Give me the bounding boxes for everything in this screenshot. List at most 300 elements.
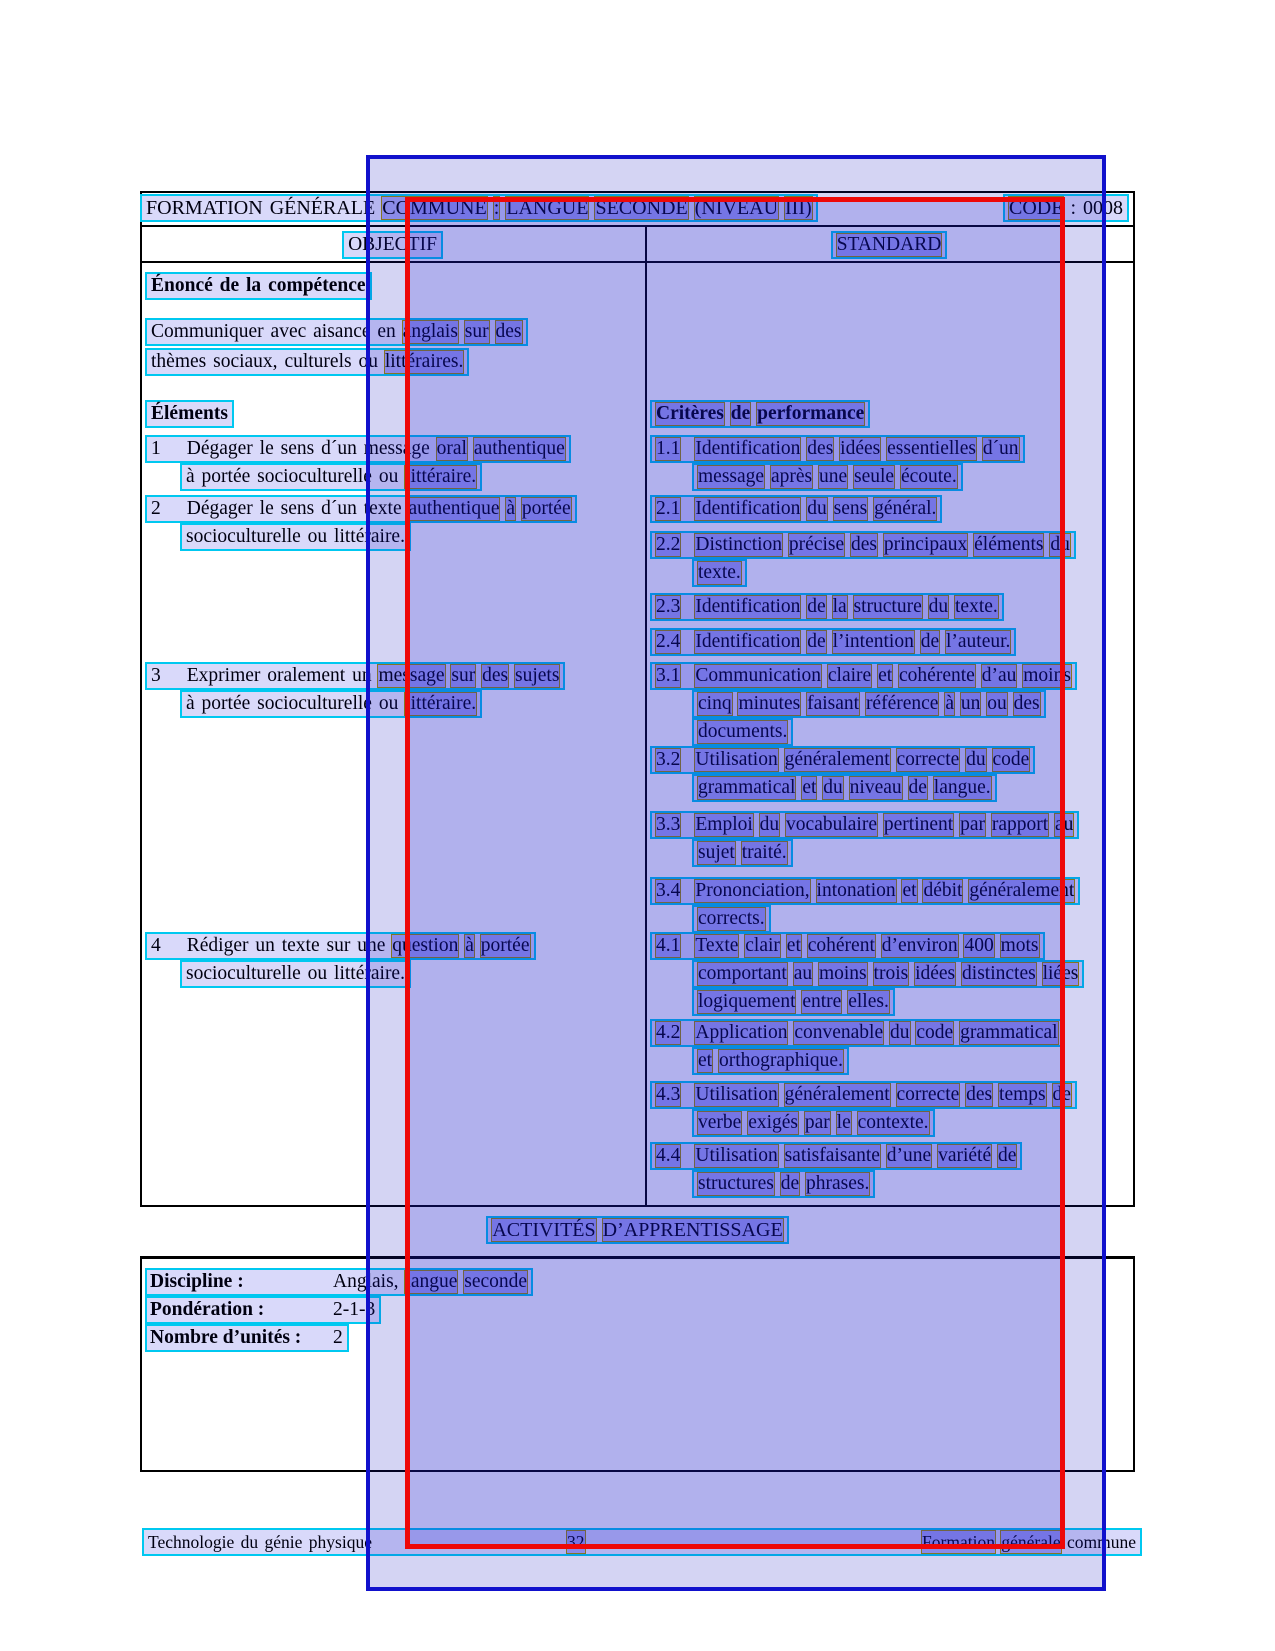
item-number — [655, 813, 681, 837]
word-highlight: contexte. — [857, 1112, 929, 1133]
word-highlight: rapport — [991, 814, 1049, 835]
word-highlight: du — [807, 498, 827, 519]
word-highlight: des — [966, 1084, 993, 1105]
word-highlight: Application — [695, 1022, 788, 1043]
word-highlight: pertinent — [883, 814, 954, 835]
word-highlight: sujets — [515, 665, 560, 686]
item-number — [655, 934, 681, 958]
word-highlight: claire — [827, 665, 872, 686]
standard-item — [650, 811, 1079, 867]
word-highlight: ou — [307, 526, 328, 547]
text-line — [692, 839, 793, 867]
item-number — [655, 533, 681, 557]
word-highlight: sur — [451, 665, 476, 686]
word-highlight: FORMATION — [146, 197, 263, 219]
word-highlight: par — [960, 814, 985, 835]
text-line — [692, 774, 997, 802]
word-highlight: socioculturelle — [257, 466, 372, 487]
page-title — [140, 194, 818, 222]
word-highlight: langue — [405, 1271, 458, 1292]
text-line — [180, 463, 482, 491]
word-highlight: 3.1 — [656, 665, 681, 686]
word-highlight: à — [186, 466, 195, 487]
standard-item — [650, 593, 1004, 621]
word-highlight: moins — [818, 963, 867, 984]
text-line — [694, 814, 1074, 835]
field-label: Pondération : — [150, 1299, 265, 1320]
table-left-border — [140, 191, 142, 1207]
word-highlight: et — [786, 935, 801, 956]
header-row-divider — [140, 225, 1135, 227]
word-highlight: grammatical — [960, 1022, 1058, 1043]
word-highlight: idées — [840, 438, 881, 459]
standard-item — [650, 628, 1016, 656]
word-highlight: portée — [201, 693, 251, 714]
word-highlight: de — [1052, 1084, 1071, 1105]
text-line — [694, 1145, 1017, 1166]
word-highlight: intonation — [816, 880, 896, 901]
word-highlight: STANDARD — [836, 234, 942, 255]
word-highlight: de — [908, 777, 927, 798]
word-highlight: : — [1070, 197, 1076, 219]
word-highlight: de — [807, 596, 826, 617]
word-highlight: génie — [264, 1532, 303, 1552]
text-line — [694, 596, 998, 617]
word-highlight: essentielles — [887, 438, 976, 459]
word-highlight: 2.1 — [656, 498, 681, 519]
enonce-body — [145, 318, 528, 378]
item-number — [655, 595, 681, 619]
objectif-item — [145, 932, 536, 988]
standard-item — [650, 1081, 1077, 1137]
word-highlight: principaux — [883, 534, 968, 555]
word-highlight: 4.4 — [656, 1145, 681, 1166]
item-number — [655, 1021, 681, 1045]
standard-item — [650, 1142, 1022, 1198]
word-highlight: performance — [757, 403, 865, 424]
item-number — [655, 748, 681, 772]
word-highlight: vocabulaire — [786, 814, 877, 835]
word-highlight: sur — [464, 321, 489, 342]
page-number — [566, 1530, 586, 1554]
word-highlight: corrects. — [698, 908, 765, 929]
word-highlight: un — [255, 935, 275, 956]
item-number — [655, 1144, 681, 1168]
word-highlight: Utilisation — [695, 1145, 778, 1166]
word-highlight: une — [818, 466, 848, 487]
word-highlight: de — [219, 275, 240, 296]
text-line — [694, 498, 937, 519]
word-highlight: documents. — [698, 721, 788, 742]
word-highlight: 4 — [151, 935, 161, 956]
elements-title-text — [145, 400, 234, 428]
word-highlight: compétence — [268, 275, 366, 296]
word-highlight: en — [377, 321, 396, 342]
word-highlight: cohérent — [807, 935, 875, 956]
word-highlight: Identification — [695, 596, 801, 617]
item-number — [150, 437, 162, 461]
text-line — [180, 960, 411, 988]
word-highlight: d’environ — [881, 935, 958, 956]
word-highlight: thèmes — [151, 351, 207, 372]
text-line — [694, 438, 1019, 459]
word-highlight: seconde — [464, 1271, 528, 1292]
word-highlight: Utilisation — [695, 749, 778, 770]
criteres-title — [650, 400, 870, 428]
word-highlight: physique — [308, 1532, 372, 1552]
word-highlight: message — [698, 466, 765, 487]
word-highlight: ou — [307, 963, 328, 984]
word-highlight: sujet — [698, 842, 735, 863]
word-highlight: Communication — [695, 665, 822, 686]
item-number — [655, 437, 681, 461]
text-line — [692, 559, 747, 587]
word-highlight: référence — [865, 693, 939, 714]
word-highlight: ou — [378, 466, 399, 487]
word-highlight: correcte — [896, 1084, 960, 1105]
word-highlight: cinq — [698, 693, 732, 714]
word-highlight: question — [392, 935, 459, 956]
field-label: Nombre d’unités : — [150, 1327, 302, 1348]
text-line — [180, 690, 482, 718]
word-highlight: du — [1050, 534, 1070, 555]
word-highlight: généralement — [784, 1084, 890, 1105]
column-header-standard-cell — [645, 231, 1133, 259]
word-highlight: liées — [1042, 963, 1079, 984]
word-highlight: Anglais, — [333, 1271, 399, 1292]
criteres-title-text — [650, 400, 870, 428]
footer-left-text — [147, 1530, 373, 1554]
standard-item — [650, 1019, 1064, 1075]
text-line — [692, 988, 895, 1016]
elements-title — [145, 400, 234, 428]
text-line — [694, 1022, 1058, 1043]
text-line — [692, 1047, 849, 1075]
word-highlight: portée — [480, 935, 530, 956]
word-highlight: de — [730, 403, 751, 424]
text-line — [694, 880, 1075, 901]
word-highlight: anglais — [402, 321, 458, 342]
word-highlight: sens — [833, 498, 868, 519]
word-highlight: avec — [270, 321, 307, 342]
word-highlight: Identification — [695, 438, 801, 459]
word-highlight: grammatical — [698, 777, 796, 798]
standard-item — [650, 932, 1084, 1016]
text-line — [694, 631, 1011, 652]
word-highlight: d´un — [982, 438, 1019, 459]
word-highlight: message — [378, 665, 445, 686]
word-highlight: COMMUNE — [382, 197, 487, 219]
word-highlight: code — [992, 749, 1030, 770]
word-highlight: et — [878, 665, 893, 686]
word-highlight: trois — [873, 963, 909, 984]
word-highlight: de — [920, 631, 940, 652]
word-highlight: à — [945, 693, 954, 714]
word-highlight: 3 — [151, 665, 161, 686]
activities-box-left-border — [140, 1256, 142, 1472]
table-column-divider — [645, 225, 647, 1207]
word-highlight: idées — [915, 963, 956, 984]
text-line — [186, 438, 566, 459]
field-row — [145, 1296, 533, 1324]
item-number — [150, 664, 162, 688]
word-highlight: du — [928, 596, 949, 617]
word-highlight: III) — [785, 197, 812, 219]
word-highlight: du — [240, 1532, 259, 1552]
word-highlight: un — [960, 693, 981, 714]
word-highlight: d’au — [981, 665, 1017, 686]
word-highlight: Distinction — [695, 534, 783, 555]
word-highlight: texte — [363, 498, 402, 519]
word-highlight: mots — [1000, 935, 1039, 956]
word-highlight: 3.3 — [656, 814, 681, 835]
text-line — [694, 1084, 1072, 1105]
word-highlight: le — [259, 498, 274, 519]
word-highlight: distinctes — [962, 963, 1036, 984]
word-highlight: 2.4 — [656, 631, 681, 652]
word-highlight: d´un — [321, 438, 357, 459]
word-highlight: 4.2 — [656, 1022, 681, 1043]
word-highlight: portée — [521, 498, 571, 519]
word-highlight: le — [259, 438, 274, 459]
word-highlight: des — [851, 534, 878, 555]
word-highlight: au — [793, 963, 813, 984]
field-row — [145, 1324, 533, 1352]
activities-box-top-border — [140, 1256, 1135, 1259]
word-highlight: Prononciation, — [695, 880, 810, 901]
text-line — [694, 534, 1070, 555]
word-highlight: débit — [923, 880, 963, 901]
item-number — [150, 497, 162, 521]
word-highlight: précise — [788, 534, 845, 555]
word-highlight: message — [363, 438, 430, 459]
word-highlight: des — [482, 665, 509, 686]
activities-fields — [145, 1268, 533, 1352]
word-highlight: Critères — [656, 403, 724, 424]
word-highlight: de — [780, 1173, 800, 1194]
word-highlight: GÉNÉRALE — [269, 197, 376, 219]
word-highlight: généralement — [969, 880, 1075, 901]
word-highlight: sens — [280, 438, 315, 459]
objectif-item — [145, 662, 565, 718]
word-highlight: Identification — [695, 631, 801, 652]
word-highlight: CODE — [1008, 197, 1064, 219]
item-number — [655, 879, 681, 903]
objectif-item — [145, 495, 577, 551]
text-line — [186, 665, 561, 686]
word-highlight: texte. — [955, 596, 998, 617]
word-highlight: du — [759, 814, 780, 835]
item-number — [655, 497, 681, 521]
word-highlight: 4.1 — [656, 935, 681, 956]
objectif-item — [145, 435, 571, 491]
word-highlight: socioculturelle — [186, 526, 301, 547]
footer-right-text — [921, 1530, 1137, 1554]
word-highlight: 2.2 — [656, 534, 681, 555]
word-highlight: 4.3 — [656, 1084, 681, 1105]
field-row — [145, 1268, 533, 1296]
activities-title-band — [140, 1216, 1135, 1244]
column-header-standard — [831, 231, 948, 259]
word-highlight: le — [836, 1112, 851, 1133]
word-highlight: à — [465, 935, 474, 956]
word-highlight: Identification — [695, 498, 801, 519]
text-line — [180, 523, 411, 551]
word-highlight: aisance — [313, 321, 371, 342]
page-footer — [142, 1528, 1136, 1556]
word-highlight: 32 — [567, 1532, 585, 1552]
word-highlight: OBJECTIF — [348, 234, 437, 255]
word-highlight: oral — [436, 438, 467, 459]
word-highlight: après — [770, 466, 813, 487]
word-highlight: authentique — [408, 498, 500, 519]
code-badge — [1003, 194, 1129, 222]
word-highlight: littéraire. — [405, 693, 477, 714]
word-highlight: Dégager — [186, 498, 253, 519]
word-highlight: logiquement — [698, 991, 796, 1012]
word-highlight: et — [698, 1050, 713, 1071]
text-line — [694, 935, 1039, 956]
word-highlight: Communiquer — [151, 321, 264, 342]
word-highlight: du — [823, 777, 843, 798]
item-number — [655, 1083, 681, 1107]
word-highlight: à — [506, 498, 515, 519]
column-header-objectif-cell — [140, 231, 645, 259]
word-highlight: la — [246, 275, 262, 296]
word-highlight: D’APPRENTISSAGE — [602, 1219, 783, 1241]
word-highlight: 2.3 — [656, 596, 681, 617]
word-highlight: culturels — [284, 351, 352, 372]
text-line — [694, 749, 1030, 770]
word-highlight: orthographique. — [718, 1050, 843, 1071]
item-number — [655, 664, 681, 688]
word-highlight: cohérente — [899, 665, 975, 686]
word-highlight: de — [997, 1145, 1017, 1166]
text-line — [186, 935, 531, 956]
word-highlight: et — [802, 777, 817, 798]
word-highlight: seule — [854, 466, 895, 487]
word-highlight: phrases. — [805, 1173, 870, 1194]
word-highlight: littéraire. — [334, 963, 405, 984]
word-highlight: d’une — [886, 1145, 932, 1166]
word-highlight: socioculturelle — [257, 693, 372, 714]
word-highlight: 3.2 — [656, 749, 681, 770]
word-highlight: clair — [745, 935, 780, 956]
word-highlight: ou — [987, 693, 1007, 714]
word-highlight: 2 — [333, 1327, 343, 1348]
word-highlight: littéraire. — [334, 526, 405, 547]
word-highlight: portée — [201, 466, 251, 487]
word-highlight: du — [966, 749, 986, 770]
word-highlight: sur — [326, 935, 351, 956]
word-highlight: (NIVEAU — [694, 197, 779, 219]
text-line — [145, 348, 469, 376]
word-highlight: Texte — [695, 935, 739, 956]
standard-item — [650, 877, 1080, 933]
word-highlight: exigés — [748, 1112, 799, 1133]
enonce-title-text — [145, 272, 372, 300]
word-highlight: Exprimer — [186, 665, 261, 686]
word-highlight: socioculturelle — [186, 963, 301, 984]
word-highlight: à — [186, 693, 195, 714]
word-highlight: 2-1-3 — [333, 1299, 376, 1320]
word-highlight: structures — [698, 1173, 774, 1194]
word-highlight: Emploi — [695, 814, 753, 835]
word-highlight: satisfaisante — [784, 1145, 880, 1166]
word-highlight: Rédiger — [186, 935, 249, 956]
activities-title — [486, 1216, 788, 1244]
word-highlight: minutes — [738, 693, 801, 714]
word-highlight: comportant — [698, 963, 787, 984]
word-highlight: structure — [853, 596, 922, 617]
word-highlight: : — [493, 197, 500, 219]
word-highlight: convenable — [794, 1022, 884, 1043]
word-highlight: des — [495, 321, 522, 342]
word-highlight: Énoncé — [151, 275, 213, 296]
field-value — [332, 1327, 344, 1348]
word-highlight: authentique — [473, 438, 565, 459]
text-line — [692, 1170, 875, 1198]
standard-item — [650, 435, 1025, 491]
field-value — [332, 1271, 528, 1292]
word-highlight: 2 — [151, 498, 161, 519]
text-line — [692, 905, 771, 933]
field-value — [332, 1299, 376, 1320]
word-highlight: éléments — [974, 534, 1044, 555]
word-highlight: faisant — [807, 693, 860, 714]
word-highlight: texte — [281, 935, 320, 956]
text-line — [186, 498, 572, 519]
activities-box-right-border — [1133, 1256, 1135, 1472]
text-line — [694, 665, 1072, 686]
standard-item — [650, 495, 942, 523]
word-highlight: langue. — [933, 777, 991, 798]
word-highlight: général. — [874, 498, 937, 519]
item-number — [150, 934, 162, 958]
word-highlight: verbe — [698, 1112, 742, 1133]
table-right-border — [1133, 191, 1135, 1207]
standard-item — [650, 662, 1077, 746]
word-highlight: des — [1013, 693, 1040, 714]
word-highlight: ou — [358, 351, 378, 372]
word-highlight: Éléments — [151, 403, 228, 424]
word-highlight: par — [804, 1112, 830, 1133]
word-highlight: sociaux, — [213, 351, 278, 372]
word-highlight: Utilisation — [695, 1084, 778, 1105]
word-highlight: texte. — [698, 562, 741, 583]
word-highlight: littéraires. — [384, 351, 464, 372]
text-line — [692, 463, 963, 491]
word-highlight: 0008 — [1083, 197, 1123, 219]
document-header-row — [140, 193, 1133, 223]
word-highlight: moins — [1023, 665, 1071, 686]
word-highlight: ACTIVITÉS — [492, 1219, 596, 1241]
text-line — [692, 718, 793, 746]
table-bottom-border — [140, 1205, 1135, 1207]
word-highlight: 1 — [151, 438, 161, 459]
word-highlight: un — [352, 665, 372, 686]
word-highlight: généralement — [784, 749, 890, 770]
word-highlight: LANGUE — [506, 197, 589, 219]
field-label: Discipline : — [150, 1271, 244, 1292]
column-header-divider — [140, 261, 1135, 263]
word-highlight: sens — [280, 498, 315, 519]
word-highlight: la — [832, 596, 847, 617]
text-line — [145, 318, 528, 346]
word-highlight: traité. — [741, 842, 787, 863]
word-highlight: Dégager — [186, 438, 253, 459]
word-highlight: elles. — [848, 991, 889, 1012]
